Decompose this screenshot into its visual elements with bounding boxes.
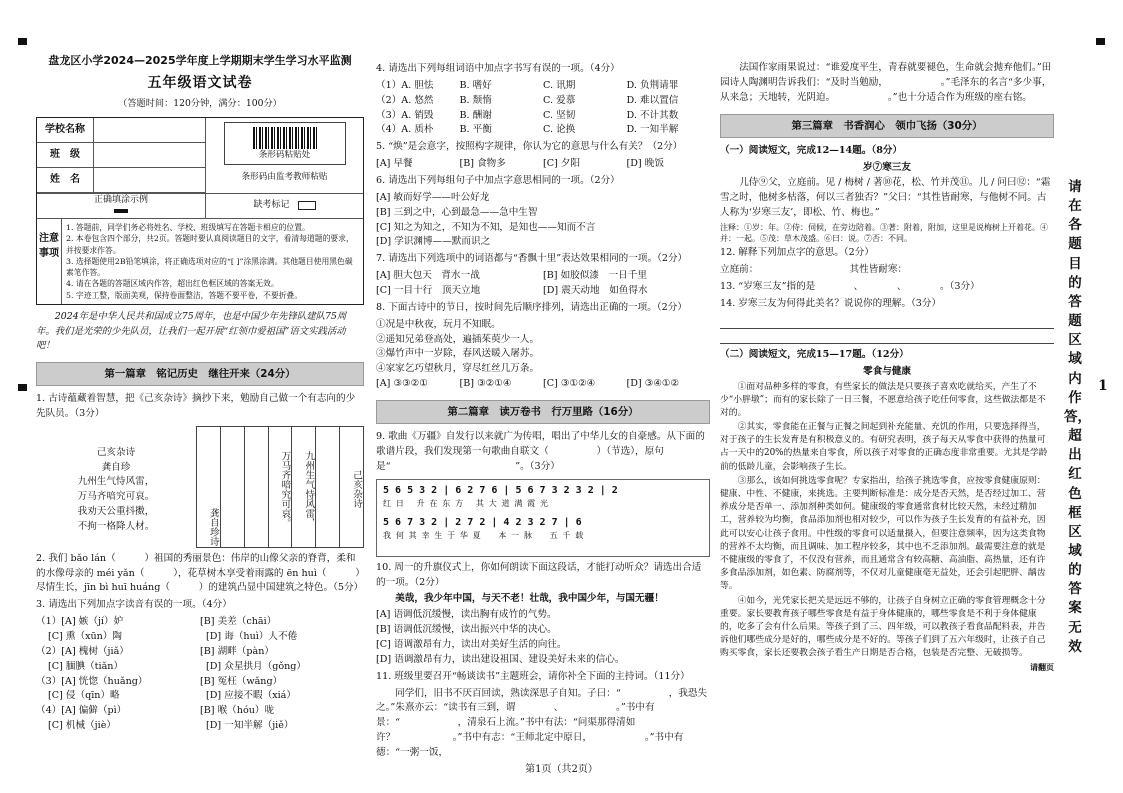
question-11: 11. 班级里要召开“畅谈读书”主题班会，请你补全下面的主持词。（11分） bbox=[376, 670, 690, 682]
section-2-header: 第二篇章 读万卷书 行万里路（16分） bbox=[376, 400, 710, 424]
poem-line: ①况是中秋夜，玩月不知眠。 bbox=[376, 318, 501, 330]
poem-line: 万马齐喑究可哀。 bbox=[77, 491, 155, 503]
option[interactable]: （1）[A] 嫉（jí）妒 bbox=[36, 616, 124, 628]
option[interactable]: [D] 学识渊博——默而识之 bbox=[376, 236, 491, 248]
alignment-mark-top-right bbox=[1096, 38, 1105, 45]
paragraph: ④如今，光凭家长把关是远远不够的，让孩子自身树立正确的零食管理概念十分重要。家长要教育孩子哪些零食是有益于身体健康的，哪些零食是不利于身体健康的，吃多了会有什么后果。等孩子到了三、四年级，可以教孩子看食品配料表，并告诉他们哪些成分是好的，哪些成分是不好的。等孩子们到了五六年级时，让孩子自己购买零食，家长还要教会孩子看生产日期是否合格，包装是否完整、无破损等。 bbox=[720, 595, 1046, 659]
question-12: 12. 解释下列加点字的意思。（2分） bbox=[720, 247, 874, 259]
question-5: 5. “焕”是会意字，按照构字规律，你认为它的意思与什么有关？（2分） bbox=[376, 141, 683, 153]
option[interactable]: [C] 熏（xūn）陶 bbox=[48, 630, 123, 642]
option[interactable]: [B] ③②①④ bbox=[459, 378, 512, 390]
note-item: 2. 本卷包含四个部分，共2页。答题时要认真阅读题目的文字，看清每道题的要求，并按要求作答。 bbox=[66, 234, 354, 255]
question-2: 2. 我们 bǎo lán（ ）祖国的秀丽景色：伟岸的山像父亲的脊背，柔和的水像母亲的 méi yǎn（ ），花草树木享受着雨露的 ēn huì（ ）尽情生长，jīn bì huī huáng（ ）的建筑凸显中国建筑之特色。（5分） bbox=[36, 552, 364, 594]
reading-1-header: （一）阅读短文，完成12—14题。（8分） bbox=[720, 144, 903, 156]
reading-2-title: 零食与健康 bbox=[863, 365, 911, 377]
reading-1-title: 岁⑦寒三友 bbox=[863, 161, 911, 173]
next-page-note: 请翻页 bbox=[1030, 662, 1054, 673]
option[interactable]: [D] ③④①② bbox=[626, 378, 680, 390]
option[interactable]: [D] 震天动地 如鱼得水 bbox=[543, 285, 648, 297]
section-3-header: 第三篇章 书香润心 领巾飞扬（30分） bbox=[720, 114, 1054, 138]
option[interactable]: [C] 知之为知之，不知为不知，是知也——知而不言 bbox=[376, 221, 596, 233]
option[interactable]: [C] 机械（jiè） bbox=[48, 720, 116, 732]
option[interactable]: [B] 食物多 bbox=[459, 158, 506, 170]
option[interactable]: C. 爱慕 bbox=[543, 94, 576, 106]
question-1: 1. 古诗蕴藏着智慧，把《己亥杂诗》摘抄下来，勉励自己做一个有志向的少先队员。（3分） bbox=[36, 392, 356, 419]
grid-cell: 万马齐喑究可哀。 bbox=[268, 427, 292, 547]
option[interactable]: [C] 侵（qīn）略 bbox=[48, 690, 120, 702]
page-number: 第1页（共2页） bbox=[525, 764, 598, 775]
option[interactable]: B. 平衡 bbox=[459, 124, 492, 136]
question-7: 7. 请选出下列选项中的词语都与“香飘十里”表达效果相同的一项。（2分） bbox=[376, 253, 688, 265]
barcode-area bbox=[206, 118, 363, 193]
name-label: 姓 名 bbox=[37, 168, 94, 192]
question-3-options bbox=[36, 615, 364, 734]
grid-cell bbox=[220, 427, 244, 547]
music-lyrics: 红 日 升 在 东 方 其 大 道 满 霞 光 bbox=[383, 499, 548, 509]
option[interactable]: （3）A. 销毁 bbox=[376, 109, 434, 121]
option[interactable]: B. 颓惰 bbox=[459, 94, 492, 106]
column-3 bbox=[720, 60, 1054, 674]
option[interactable]: [A] ③③②① bbox=[376, 378, 428, 390]
music-lyrics: 我 何 其 幸 生 于 华 夏 本 一 脉 五 千 载 bbox=[383, 531, 584, 541]
grid-cell: 九州生气恃风雷， bbox=[291, 427, 315, 547]
music-notes: 5 6 7 3 2 | 2 7 2 | 4 2 3 2 7 | 6 bbox=[383, 516, 582, 528]
notes-list bbox=[62, 219, 363, 304]
option[interactable]: [B] 湖畔（pàn） bbox=[200, 645, 275, 657]
fill-example-label: 正确填涂示例 bbox=[93, 194, 148, 205]
exam-title: 盘龙区小学2024—2025学年度上学期期末学生学习水平监测 bbox=[48, 54, 352, 67]
option[interactable]: [C] 腼腆（tiǎn） bbox=[48, 660, 124, 672]
side-instruction: 请在各题目的答题区域内作答，超出红色框区域的答案无效 bbox=[1064, 179, 1091, 655]
section-1-header: 第一篇章 铭记历史 继往开来（24分） bbox=[36, 362, 364, 386]
grid-cell bbox=[315, 427, 339, 547]
grid-cell: 龚自珍诗 bbox=[207, 508, 219, 547]
option[interactable]: [C] 语调激昂有力，读出对美好生活的向往。 bbox=[376, 639, 567, 651]
poem-line: ②遥知兄弟登高处，遍插茱萸少一人。 bbox=[376, 333, 540, 345]
question-11-continued[interactable]: 法国作家雨果说过：“谁爱度平生，青春就要褪色，生命就会抛弃他们。”田园诗人陶渊明告诉我们：“及时当勉励， 。”毛泽东的名言“多少事，从来急；天地转，光阴迫。 。”也十分适合作为班级的座右铭。 bbox=[720, 62, 1052, 103]
option[interactable]: [D] 诲（huì）人不倦 bbox=[206, 630, 298, 642]
question-3: 3. 请选出下列加点字读音有误的一项。（4分） bbox=[36, 599, 232, 611]
option[interactable]: D. 不计其数 bbox=[626, 109, 679, 121]
option[interactable]: （2）A. 悠然 bbox=[376, 94, 434, 106]
notes-label: 注意事项 bbox=[37, 219, 62, 304]
option[interactable]: [A] 语调低沉缓慢，读出胸有成竹的气势。 bbox=[376, 609, 557, 621]
option[interactable]: B. 嗜好 bbox=[459, 79, 492, 91]
absent-checkbox[interactable] bbox=[298, 201, 316, 210]
option[interactable]: C. 讯期 bbox=[543, 79, 576, 91]
option[interactable]: [D] 众星拱月（gǒng） bbox=[206, 660, 307, 672]
reading-1-text: 儿侍⑨父，立庭前。见 / 梅树 / 著⑩花，松、竹并茂⑪。儿 / 问曰⑫：“霜雪之时，他树多枯落，何以三者独否？”父曰：“其性皆耐寒，与他树不同。古人称为‘岁寒三友’，即松、竹、梅也。” bbox=[720, 177, 1051, 219]
option[interactable]: [D] 晚饭 bbox=[626, 158, 664, 170]
side-page-number: 1 bbox=[1098, 378, 1108, 394]
barcode-label: 条形码粘贴处 bbox=[258, 149, 311, 160]
option[interactable]: [B] 语调低沉缓慢，读出振兴中华的决心。 bbox=[376, 624, 557, 636]
paragraph: ①面对品种多样的零食，有些家长的做法是只要孩子喜欢吃就给买，产生了不少“小胖墩”；而有的家长除了一日三餐，不愿意给孩子吃任何零食，这些做法都是不对的。 bbox=[720, 381, 1046, 418]
option[interactable]: [D] 语调激昂有力，读出建设祖国、建设美好未来的信心。 bbox=[376, 653, 625, 665]
option[interactable]: （1）A. 胆怯 bbox=[376, 79, 434, 91]
option[interactable]: [D] 一知半解（jiě） bbox=[206, 720, 294, 732]
music-notes: 5 6 5 3 2 | 6 2 7 6 | 5 6 7 3 2 3 2 | 2 bbox=[383, 484, 618, 496]
option[interactable]: D. 一知半解 bbox=[626, 124, 679, 136]
absent-label: 缺考标记 bbox=[253, 200, 290, 211]
question-12-answers[interactable]: 立庭前： 其性皆耐寒： bbox=[720, 264, 989, 276]
note-item: 4. 请在各题的答题区域内作答，超出红色框区域的答案无效。 bbox=[66, 279, 279, 289]
option[interactable]: [C] 一目十行 顶天立地 bbox=[376, 285, 481, 297]
intro-text: 2024年是中华人民共和国成立75周年，也是中国少年先锋队建队75周年。我们是光荣的少先队员，让我们一起开展“红领巾爱祖国”语文实践活动吧！ bbox=[36, 311, 347, 352]
poem-line: 我劝天公重抖擞， bbox=[77, 506, 155, 518]
option[interactable]: [C] 夕阳 bbox=[543, 158, 581, 170]
option[interactable]: [B] 美差（chāi） bbox=[200, 616, 277, 628]
option[interactable]: [B] 如胶似漆 一日千里 bbox=[543, 270, 647, 282]
poem-title: 己亥杂诗 bbox=[96, 446, 136, 458]
option[interactable]: （2）[A] 槐树（jiǎ） bbox=[36, 645, 129, 657]
option[interactable]: D. 负荆请罪 bbox=[626, 79, 679, 91]
sheet-music bbox=[376, 479, 710, 557]
answer-line[interactable] bbox=[720, 314, 1054, 329]
option[interactable]: [A] 胆大包天 背水一战 bbox=[376, 270, 480, 282]
question-9: 9. 歌曲《万疆》自发行以来就广为传唱，唱出了中华儿女的自豪感。从下面的歌谱片段，我们发现第一句歌曲自联文（ ）（节选），原句是“ ”。（3分） bbox=[376, 431, 705, 472]
poem-line: ④家家乞巧望秋月，穿尽红丝几万条。 bbox=[376, 363, 540, 375]
exam-subtitle: 五年级语文试卷 bbox=[147, 75, 253, 92]
option[interactable]: [C] ③①②④ bbox=[543, 378, 596, 390]
poem-area bbox=[36, 426, 364, 548]
answer-line[interactable] bbox=[720, 329, 1054, 344]
question-4-row bbox=[376, 94, 710, 109]
alignment-mark-top-left bbox=[18, 38, 27, 45]
reading-2-body bbox=[720, 381, 1054, 661]
option[interactable]: B. 酬谢 bbox=[459, 109, 492, 121]
option[interactable]: D. 难以置信 bbox=[626, 94, 679, 106]
question-4-row bbox=[376, 79, 710, 94]
question-6: 6. 请选出下列每组句子中加点字意思相同的一项。（2分） bbox=[376, 175, 620, 187]
option[interactable]: [B] 冤枉（wǎng） bbox=[200, 675, 283, 687]
exam-meta: （答题时间：120分钟，满分：100分） bbox=[118, 97, 282, 109]
reading-1-notes: 注释：①岁：年。②侍：伺候，在旁边陪着。③著：附着，附加，这里是说梅树上开着花。④并：一起。⑤茂：草木茂盛。⑥曰：说。⑦否：不同。 bbox=[720, 223, 1048, 244]
option[interactable]: C. 坚韧 bbox=[543, 109, 576, 121]
paragraph: ③那么，该如何挑选零食呢？专家指出，给孩子挑选零食，应按零食健康原则：健康、中性、不健康，来挑选。主要判断标准是：成分是否天然，是否经过加工、营养成分是否单一、添加剂种类如何。健康级的零食通常食材比较天然，未经过精加工，营养较为均衡，食品添加剂也相对较少，可以作为孩子生长发育的有益补充，因此可以安心让孩子食用。中性级的零食可以适量摄入，但要注意频率，因为这类食物的营养不太均衡，而且调味、加工程序较多，其中也不乏添加剂。最需要注意的就是不健康级的零食了，不仅没有营养，而且通常含有较高糖、高油脂、高热量，还有许多食品添加剂，如色素、防腐剂等，不仅对儿童健康毫无益处，还会引起肥胖、龋齿等。 bbox=[720, 475, 1046, 592]
question-10: 10. 周一的升旗仪式上，你如何朗读下面这段话，才能打动听众？请选出合适的一项。（2分） bbox=[376, 561, 702, 588]
grid-cell bbox=[244, 427, 268, 547]
alignment-mark-mid-left bbox=[18, 384, 27, 391]
column-1 bbox=[36, 44, 364, 734]
note-item: 3. 选择题使用2B铅笔填涂，将正确选项对应的“[ ]”涂黑涂满。其他题目使用黑色碳素笔作答。 bbox=[66, 256, 353, 278]
question-4-row bbox=[376, 109, 710, 124]
fill-example-icon bbox=[114, 209, 128, 213]
poem-line: ③爆竹声中一岁除，春风送暖入屠苏。 bbox=[376, 348, 540, 360]
question-14: 14. 岁寒三友为何得此美名？说说你的理解。（3分） bbox=[720, 297, 942, 309]
note-item: 1. 答题前，同学们务必将姓名、学校、班级填写在答题卡相应的位置。 bbox=[66, 222, 310, 232]
option[interactable]: [A] 敏而好学——叶公好龙 bbox=[376, 191, 490, 203]
option[interactable]: [B] 喉（hóu）咙 bbox=[200, 705, 275, 717]
option[interactable]: [D] 应接不暇（xiá） bbox=[206, 690, 296, 702]
question-10-quote: 美哉，我少年中国，与天不老！壮哉，我中国少年，与国无疆！ bbox=[395, 593, 664, 605]
question-13[interactable]: 13. “岁寒三友”指的是 、 、 。（3分） bbox=[720, 281, 980, 293]
option[interactable]: C. 论换 bbox=[543, 124, 576, 136]
student-info-box bbox=[36, 117, 364, 305]
option[interactable]: （4）[A] 偏僻（pì） bbox=[36, 705, 127, 717]
poem-line: 不拘一格降人材。 bbox=[77, 520, 155, 532]
question-4-row bbox=[376, 123, 710, 138]
question-11-body[interactable]: 同学们，旧书不厌百回读，熟读深思子自知。子曰：“ ，我恐失之。”朱熹亦云：“读书有三到，谓 、 。”书中有景：“ ，清泉石上流。”书中有法：“问渠那得清如许？ 。”书中有志：“王师北定中原日， 。”书中有德：“一粥一饭， bbox=[376, 687, 708, 759]
option[interactable]: [B] 三到之中，心到最急——急中生智 bbox=[376, 206, 538, 218]
reading-2-header: （二）阅读短文，完成15—17题。（12分） bbox=[720, 348, 909, 360]
option[interactable]: （3）[A] 恍惚（huǎng） bbox=[36, 675, 148, 687]
question-8: 8. 下面古诗中的节日，按时间先后顺序排列，请选出正确的一项。（2分） bbox=[376, 301, 687, 313]
poem-writing-grid[interactable] bbox=[196, 426, 364, 548]
paragraph: ②其实，零食能在正餐与正餐之间起到补充能量、充饥的作用，只要选择得当，对于孩子的生长发育是有积极意义的。有研究表明，孩子每天从零食中获得的热量可占一天中的20%的热量来自零食，所以孩子对零食的正确态度非常重要。尤其是学龄前的低龄儿童，会影响孩子生长。 bbox=[720, 422, 1048, 472]
class-label: 班 级 bbox=[37, 143, 94, 167]
barcode-icon bbox=[253, 127, 317, 149]
poem-author: 龚自珍 bbox=[101, 461, 131, 473]
note-item: 5. 字迹工整，版面美观，保持卷面整洁，答题不要平卷，不要折叠。 bbox=[66, 290, 303, 300]
column-2 bbox=[376, 60, 710, 762]
question-4: 4. 请选出下列每组词语中加点字书写有误的一项。（4分） bbox=[376, 63, 620, 74]
grid-cell: 己亥杂诗 bbox=[339, 427, 363, 547]
option[interactable]: [A] 早餐 bbox=[376, 158, 413, 170]
barcode-note: 条形码由监考教师粘贴 bbox=[241, 172, 328, 183]
option[interactable]: （4）A. 质朴 bbox=[376, 124, 434, 136]
school-label: 学校名称 bbox=[37, 118, 94, 142]
poem-line: 九州生气恃风雷， bbox=[77, 476, 155, 488]
